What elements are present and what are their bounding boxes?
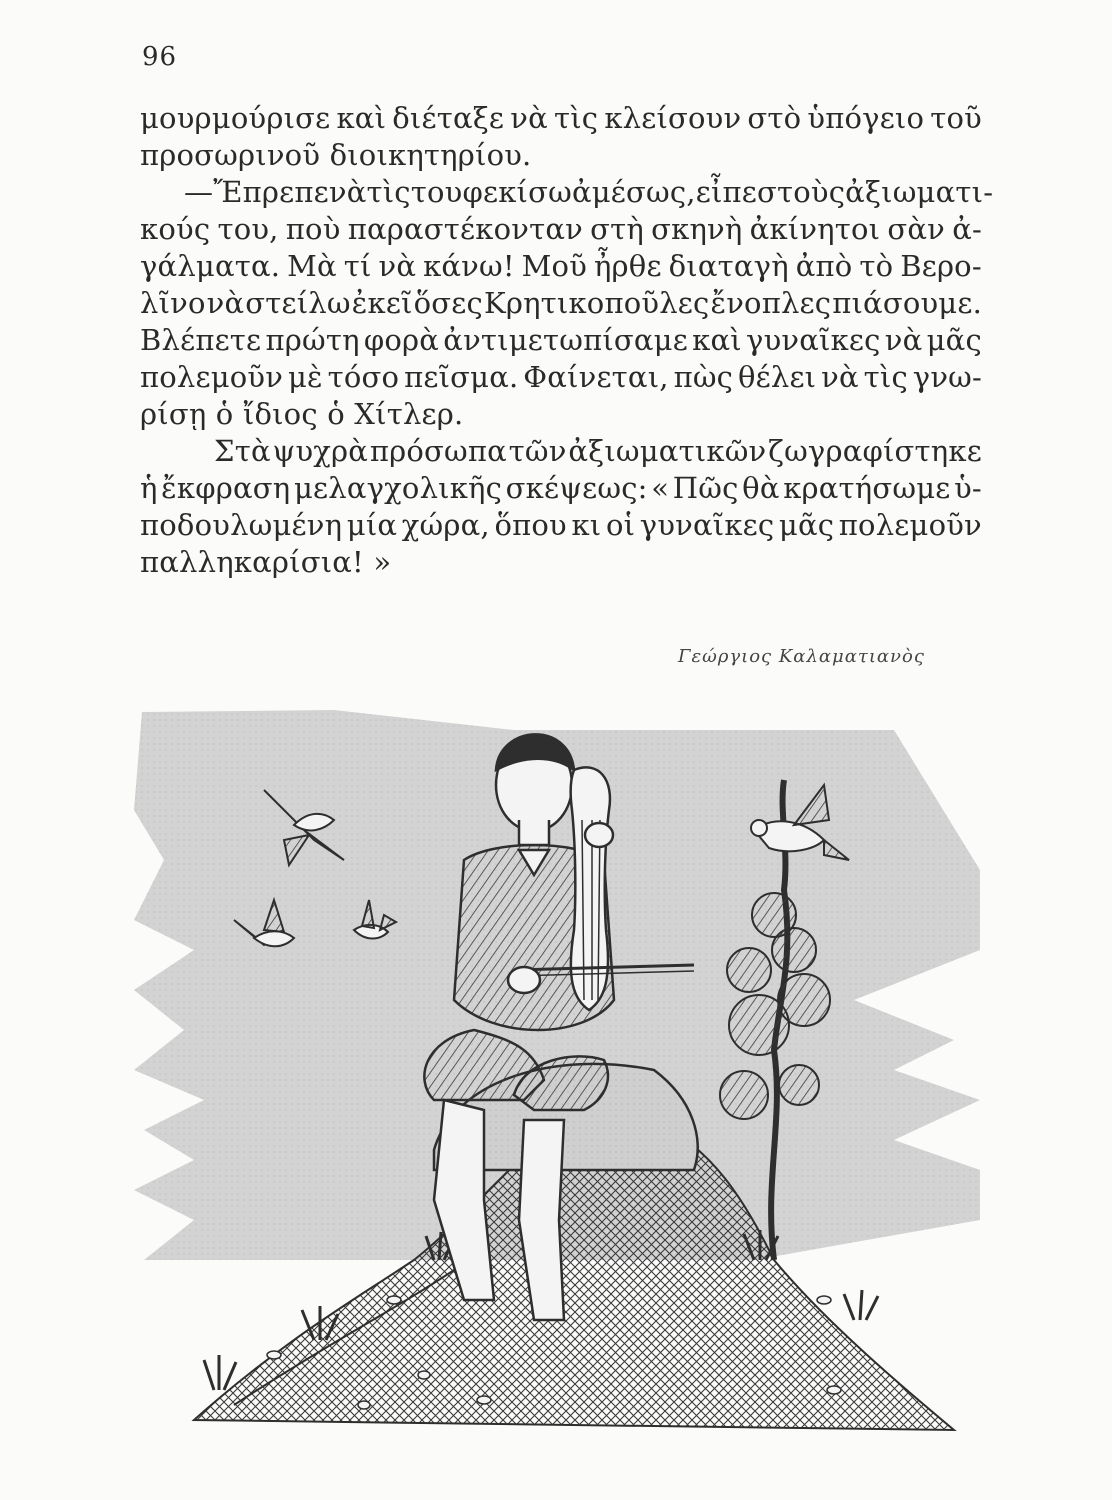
word: νὰ <box>328 175 367 209</box>
word: νὰ <box>378 249 417 283</box>
word: ψυχρὰ <box>272 434 369 468</box>
word: στοὺς <box>757 175 846 209</box>
word: πρόσωπα <box>369 434 507 468</box>
word: τί <box>343 249 372 283</box>
word: νὰ <box>884 323 923 357</box>
word: ἀμέσως, <box>571 175 696 209</box>
word: μᾶς <box>926 323 982 357</box>
lyra-player-illustration <box>134 700 988 1440</box>
word: στὴ <box>590 212 644 246</box>
text-line <box>140 359 982 396</box>
word: κι <box>571 508 602 542</box>
text-line <box>140 211 982 248</box>
word: τὶς <box>863 360 908 394</box>
word: τὶς <box>366 175 411 209</box>
word: ἀξιωματικῶν <box>568 434 767 468</box>
word: πιάσουμε. <box>832 286 982 320</box>
word: διέταξε <box>392 101 505 135</box>
word: ποδουλωμένη <box>140 508 343 542</box>
word: πεῖσμα. <box>404 360 519 394</box>
word: γυναῖκες <box>639 508 775 542</box>
word: γάλματα. <box>140 249 281 283</box>
word: εἶπε <box>695 175 757 209</box>
word: φορὰ <box>363 323 440 357</box>
word: σκηνὴ <box>651 212 743 246</box>
word: μᾶς <box>778 508 835 542</box>
word: διαταγὴ <box>668 249 789 283</box>
word: ἀ- <box>952 212 982 246</box>
word: νὰ <box>206 286 245 320</box>
word: μουρμούρισε <box>140 101 331 135</box>
text-line <box>140 174 994 211</box>
word: τουφεκίσω <box>410 175 572 209</box>
body-text <box>140 100 994 581</box>
text-line <box>140 100 982 137</box>
word: χώρα, <box>401 508 490 542</box>
author-signature: Γεώργιος Καλαματιανὸς <box>678 646 925 667</box>
word: Στὰ <box>214 434 271 468</box>
word: μία <box>346 508 398 542</box>
word: θέλει <box>738 360 817 394</box>
word: τόσο <box>327 360 400 394</box>
word: Κρητικοποῦλες <box>483 286 710 320</box>
word: του, <box>217 212 279 246</box>
word: οἱ <box>605 508 636 542</box>
word: πολεμοῦν <box>838 508 982 542</box>
word: ἔκφραση <box>161 471 291 505</box>
word: κάνω! <box>423 249 515 283</box>
word: τὸ <box>859 249 894 283</box>
word: ζωγραφίστηκε <box>768 434 982 468</box>
word: ὑ- <box>954 471 982 505</box>
word: Βλέπετε <box>140 323 262 357</box>
word: τῶν <box>508 434 567 468</box>
word: καὶ <box>336 101 387 135</box>
text-line <box>140 470 982 507</box>
word: πρώτη <box>265 323 360 357</box>
text-line: προσωρινοῦ διοικητηρίου. <box>140 138 532 172</box>
word: σὰν <box>887 212 946 246</box>
word: κλείσουν <box>604 101 742 135</box>
word: « <box>651 471 670 505</box>
word: Φαίνεται, <box>523 360 669 394</box>
word: —Ἔπρεπε <box>184 175 329 209</box>
word: ἡ <box>140 471 158 505</box>
word: Πῶς <box>672 471 739 505</box>
word: γυναῖκες <box>746 323 881 357</box>
text-line: παλληκαρίσια! » <box>140 545 392 579</box>
word: νὰ <box>821 360 859 394</box>
word: Μοῦ <box>521 249 588 283</box>
word: θὰ <box>742 471 780 505</box>
word: πολεμοῦν <box>140 360 284 394</box>
word: ἀξιωματι- <box>845 175 994 209</box>
word: μελαγχολικῆς <box>293 471 503 505</box>
word: ἀντιμετωπίσαμε <box>443 323 688 357</box>
word: ὅπου <box>494 508 567 542</box>
word: πὼς <box>673 360 734 394</box>
word: ἀπὸ <box>795 249 853 283</box>
word: στείλω <box>245 286 351 320</box>
word: παραστέκονταν <box>347 212 583 246</box>
word: ἀκίνητοι <box>749 212 881 246</box>
text-line: ρίσῃ ὁ ἴδιος ὁ Χίτλερ. <box>140 397 464 431</box>
word: ἦρθε <box>593 249 662 283</box>
word: ἐκεῖ <box>351 286 413 320</box>
text-line <box>140 248 982 285</box>
word: μὲ <box>287 360 323 394</box>
word: καὶ <box>692 323 742 357</box>
word: γνω- <box>912 360 982 394</box>
word: νὰ <box>510 101 548 135</box>
word: Μὰ <box>287 249 337 283</box>
word: τοῦ <box>930 101 982 135</box>
word: κρατήσωμε <box>783 471 951 505</box>
word: Βερο- <box>900 249 982 283</box>
word: τὶς <box>553 101 599 135</box>
word: σκέψεως: <box>505 471 648 505</box>
word: ποὺ <box>285 212 341 246</box>
text-line <box>140 433 982 470</box>
word: ἔνοπλες <box>710 286 832 320</box>
text-line <box>140 507 982 544</box>
word: στὸ <box>747 101 802 135</box>
page-number: 96 <box>142 42 178 72</box>
text-line <box>140 322 982 359</box>
word: ὑπόγειο <box>807 101 925 135</box>
word: κούς <box>140 212 211 246</box>
word: ὅσες <box>413 286 483 320</box>
text-line <box>140 285 982 322</box>
word: λῖνο <box>140 286 206 320</box>
